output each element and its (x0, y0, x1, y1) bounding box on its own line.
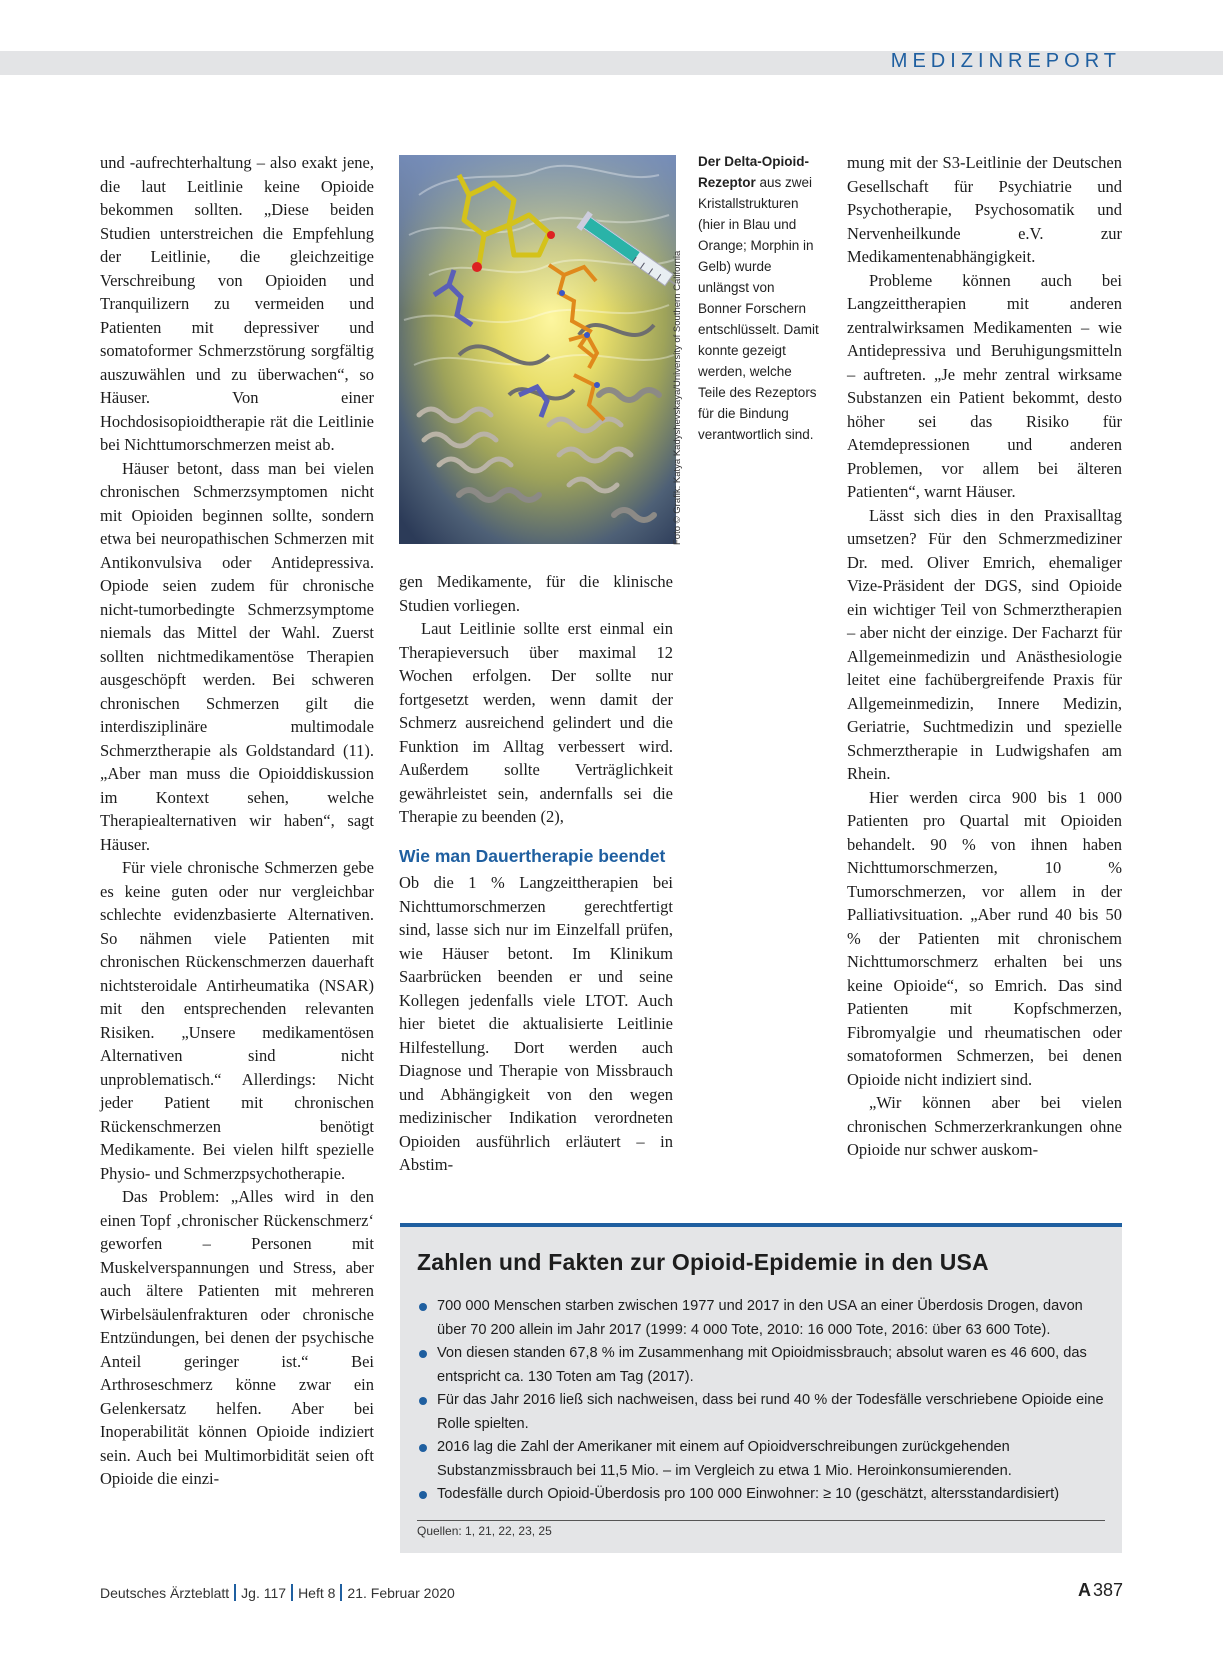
paragraph: Das Problem: „Alles wird in den einen Topf ‚chronischer Rückenschmerz‘ geworfen – Personen mit Muskelverspannungen und Stress, aber auch ältere Patienten mit mehreren Wirbelsäulenfrakturen oder chronische Entzündungen, bei denen der psychische Anteil geringer ist.“ Bei Arthroseschmerz könne zwar ein Gelenkersatz helfen. Aber bei Inoperabilität können Opioide indiziert sein. Auch bei Multimorbidität seien oft Opioide die einzi- (100, 1187, 374, 1488)
paragraph: Hier werden circa 900 bis 1 000 Patienten pro Quartal mit Opioiden behandelt. 90 % von ihnen haben Nichttumorschmerzen, 10 % Tumorschmerzen, vor allem in der Palliativsituation. „Aber rund 40 bis 50 % der Patienten mit chronischem Nichttumorschmerz erhalten bei uns keine Opioide“, so Emrich. Das sind Patienten mit Kopfschmerzen, Fibromyalgie und rheumatischen oder somatoformen Schmerzen, bei denen Opioide nicht indiziert sind. (847, 787, 1122, 1089)
caption-text: aus zwei Kristallstrukturen (hier in Blau und Orange; Morphin in Gelb) wurde unlängst von Bonner Forschern entschlüsselt. Damit konnte gezeigt werden, welche Teile des Rezeptors für die Bindung verantwortlich sind. (698, 175, 819, 442)
paragraph: und -aufrechterhaltung – also exakt jene, die laut Leitlinie keine Opioide bekommen sollten. „Diese beiden Studien unterstreichen die Empfehlung der Leitlinie, die gleichzeitige Verschreibung von Opioiden und Tranquilizern zu vermeiden und Patienten mit depressiver und somatoformer Schmerzstörung sorgfältig auszuwählen und zu überwachen“, so Häuser. Von einer Hochdosisopioidtherapie rät die Leitlinie bei Nichttumorschmerzen meist ab. (100, 153, 374, 454)
fact-box-divider (417, 1520, 1105, 1521)
caption-title: Der Delta-Opioid-Rezeptor (698, 154, 810, 190)
paragraph: Laut Leitlinie sollte erst einmal ein Therapieversuch über maximal 12 Wochen erfolgen. Der sollte nur fortgesetzt werden, wenn damit der Schmerz ausreichend gelindert und die Funktion im Alltag verbessert wird. Außerdem sollte Verträglichkeit gewährleistet sein, andernfalls sei die Therapie zu beenden (2), (399, 619, 673, 826)
photo-credit: Foto © Grafik: Katya Kadyshevskaya/University of Southern California (672, 250, 683, 545)
fact-text: 700 000 Menschen starben zwischen 1977 und 2017 in den USA an einer Überdosis Drogen, davon über 70 200 allein im Jahr 2017 (1999: 4 000 Tote, 2010: 16 000 Tote, 2016: über 63 600 Tote). (437, 1298, 1083, 1338)
paragraph: mung mit der S3-Leitlinie der Deutschen Gesellschaft für Psychiatrie und Psychotherapie, Psychosomatik und Nervenheilkunde e.V. zur Medikamentenabhängigkeit. (847, 153, 1122, 266)
fact-item (417, 1436, 1107, 1483)
fact-box-sources: Quellen: 1, 21, 22, 23, 25 (417, 1524, 552, 1538)
footer-separator (340, 1584, 342, 1601)
fact-text: 2016 lag die Zahl der Amerikaner mit einem auf Opioidverschreibungen zurückgehenden Substanzmissbrauch bei 11,5 Mio. – im Vergleich zu etwa 1 Mio. Heroinkonsumierenden. (437, 1439, 1012, 1479)
page-number-value: 387 (1092, 1580, 1123, 1600)
page-number (1078, 1580, 1123, 1601)
article-column-3 (847, 151, 1122, 1162)
fact-list (417, 1295, 1107, 1507)
journal-volume: Jg. 117 (241, 1585, 287, 1601)
fact-text: Für das Jahr 2016 ließ sich nachweisen, dass bei rund 40 % der Todesfälle verschriebene Opioide eine Rolle spielten. (437, 1392, 1104, 1432)
fact-text: Von diesen standen 67,8 % im Zusammenhang mit Opioidmissbrauch; absolut waren es 46 600, das entspricht ca. 130 Toten am Tag (2017). (437, 1345, 1087, 1385)
section-label: MEDIZINREPORT (890, 50, 1121, 72)
journal-issue: Heft 8 (298, 1585, 336, 1601)
paragraph: Probleme können auch bei Langzeittherapien mit anderen zentralwirksamen Medikamenten – wie Antidepressiva und Beruhigungsmitteln – auftreten. „Je mehr zentral wirksame Substanzen ein Patient bekommt, desto höher sei das Risiko für Atemdepressionen und anderen Problemen, vor allem bei älteren Patienten“, warnt Häuser. (847, 270, 1122, 501)
journal-name: Deutsches Ärzteblatt (100, 1585, 230, 1601)
article-column-1 (100, 151, 374, 1491)
issue-date: 21. Februar 2020 (347, 1585, 455, 1601)
fact-item (417, 1342, 1107, 1389)
footer-citation (100, 1584, 455, 1601)
footer-separator (291, 1584, 293, 1601)
receptor-illustration (399, 155, 676, 544)
fact-item (417, 1483, 1107, 1507)
paragraph: „Wir können aber bei vielen chronischen Schmerzerkrankungen ohne Opioide nur schwer auskom- (847, 1093, 1122, 1159)
paragraph: gen Medikamente, für die klinische Studien vorliegen. (399, 572, 673, 615)
bullet-icon (419, 1350, 427, 1358)
bullet-icon (419, 1303, 427, 1311)
section-subheading: Wie man Dauertherapie beendet (399, 845, 666, 866)
paragraph: Lässt sich dies in den Praxisalltag umsetzen? Für den Schmerzmediziner Dr. med. Oliver Emrich, ehemaliger Vize-Präsident der DGS, sind Opioide ein wichtiger Teil von Schmerztherapien – aber nicht der einzige. Der Facharzt für Allgemeinmedizin und Anästhesiologie leitet eine fachübergreifende Praxis für Allgemeinmedizin, Innere Medizin, Geriatrie, Suchtmedizin und spezielle Schmerztherapie in Ludwigshafen am Rhein. (847, 505, 1122, 783)
figure-caption (698, 151, 820, 445)
fact-box-title: Zahlen und Fakten zur Opioid-Epidemie in den USA (417, 1249, 989, 1275)
fact-item (417, 1295, 1107, 1342)
bullet-icon (419, 1444, 427, 1452)
fact-text: Todesfälle durch Opioid-Überdosis pro 100 000 Einwohner: ≥ 10 (geschätzt, altersstandardisiert) (437, 1486, 1060, 1502)
fact-box (400, 1223, 1122, 1553)
footer-separator (234, 1584, 236, 1601)
bullet-icon (419, 1397, 427, 1405)
bullet-icon (419, 1491, 427, 1499)
page-prefix: A (1077, 1580, 1091, 1600)
fact-item (417, 1389, 1107, 1436)
paragraph: Häuser betont, dass man bei vielen chronischen Schmerzsymptomen nicht mit Opioiden beginnen sollte, sondern etwa bei neuropathischen Schmerzen mit Antikonvulsiva oder Antidepressiva. Opiode seien zudem für chronische nicht-tumorbedingte Schmerzsymptome niemals das Mittel der Wahl. Zuerst sollten nichtmedikamentöse Therapien ausgeschöpft werden. Bei schweren chronischen Schmerzen gilt die interdisziplinäre multimodale Schmerztherapie als Goldstandard (11). „Aber man muss die Opioiddiskussion im Kontext sehen, welche Therapiealternativen wir haben“, sagt Häuser. (100, 458, 374, 854)
paragraph: Ob die 1 % Langzeittherapien bei Nichttumorschmerzen gerechtfertigt sind, lasse sich nur im Einzelfall prüfen, wie Häuser betont. Im Klinikum Saarbrücken beenden er und seine Kollegen jedenfalls viele LTOT. Auch hier bietet die aktualisierte Leitlinie Hilfestellung. Dort werden auch Diagnose und Therapie von Missbrauch und Abhängigkeit von den wegen medizinischer Indikation verordneten Opioiden ausführlich erläutert – in Abstim- (399, 873, 673, 1174)
receptor-image (399, 155, 676, 544)
article-column-2 (399, 570, 673, 1177)
paragraph: Für viele chronische Schmerzen gebe es keine guten oder nur vergleichbar schlechte evidenzbasierte Alternativen. So nähmen viele Patienten mit chronischen Rückenschmerzen dauerhaft nichtsteroidale Antirheumatika (NSAR) mit den entsprechenden relevanten Risiken. „Unsere medikamentösen Alternativen sind nicht unproblematisch.“ Allerdings: Nicht jeder Patient mit chronischen Rückenschmerzen benötigt Medikamente. Bei vielen hilft spezielle Physio- und Schmerzpsychotherapie. (100, 858, 374, 1183)
